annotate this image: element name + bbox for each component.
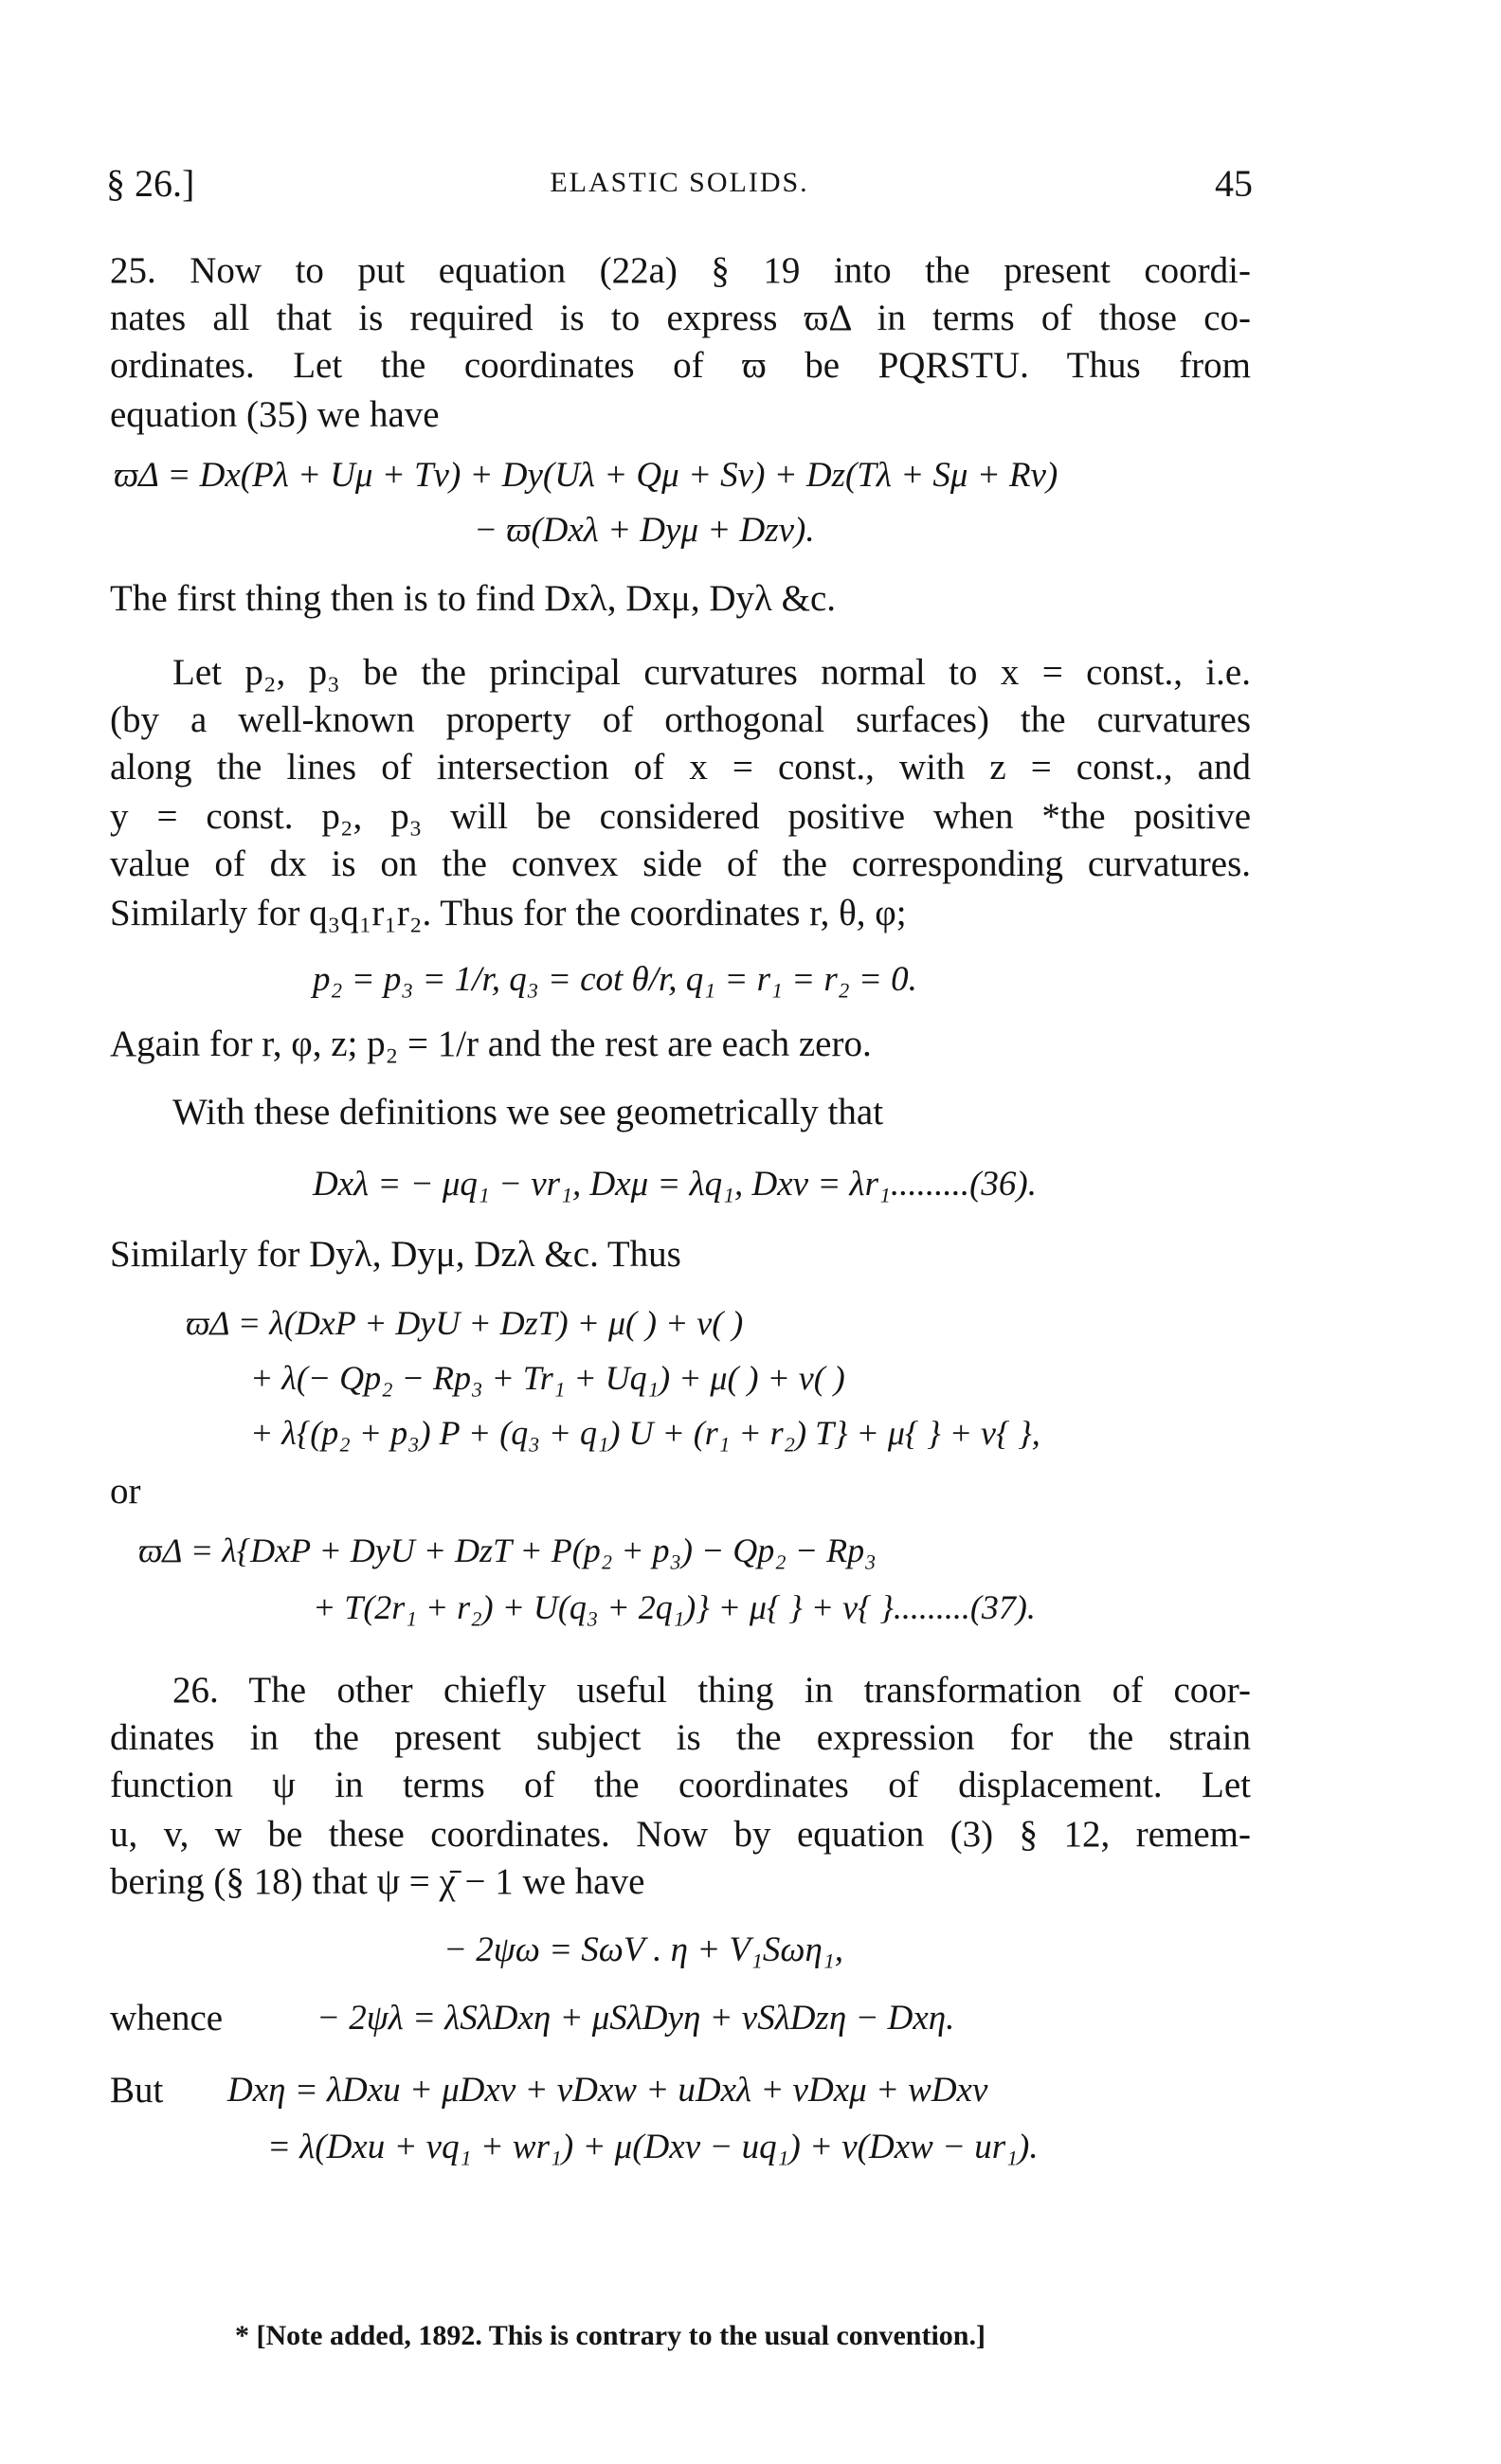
text-line: value of dx is on the convex side of the corresponding curvatures. <box>110 843 1251 884</box>
page-number: 45 <box>1215 162 1253 205</box>
text-line: The first thing then is to find Dxλ, Dxμ, Dyλ &c. <box>110 578 837 619</box>
equation-line: − ϖ(Dxλ + Dyμ + Dzν). <box>474 511 815 550</box>
section-reference: § 26.] <box>106 162 195 205</box>
text-line: Similarly for q₃q₁r₁r₂. Thus for the coordinates r, θ, φ; <box>110 893 907 933</box>
text-line: dinates in the present subject is the expression for the strain <box>110 1717 1251 1758</box>
equation-line: p₂ = p₃ = 1/r, q₃ = cot θ/r, q₁ = r₁ = r₂ = 0. <box>313 960 917 999</box>
equation-line: − 2ψω = SωV . η + V₁Sωη₁, <box>443 1930 843 1969</box>
equation-line: = λ(Dxu + vq₁ + wr₁) + μ(Dxv − uq₁) + ν(Dxw − ur₁). <box>267 2128 1039 2166</box>
text-line: 25. Now to put equation (22a) § 19 into the present coordi- <box>110 250 1251 291</box>
equation-line: ϖΔ = Dx(Pλ + Uμ + Tν) + Dy(Uλ + Qμ + Sν) + Dz(Tλ + Sμ + Rν) <box>114 456 1058 495</box>
text-line: ordinates. Let the coordinates of ϖ be PQRSTU. Thus from <box>110 345 1251 386</box>
text-line: nates all that is required is to express ϖΔ in terms of those co- <box>110 298 1251 338</box>
text-line: (by a well-known property of orthogonal surfaces) the curvatures <box>110 699 1251 740</box>
text-line: With these definitions we see geometrically that <box>172 1092 884 1132</box>
running-header <box>106 161 1253 214</box>
text-line: But <box>110 2070 164 2111</box>
text-line: or <box>110 1471 141 1512</box>
text-line: Let p₂, p₃ be the principal curvatures normal to x = const., i.e. <box>172 652 1251 693</box>
text-line: whence <box>110 1998 224 2038</box>
equation-line: ϖΔ = λ{DxP + DyU + DzT + P(p₂ + p₃) − Qp₂ − Rp₃ <box>138 1531 877 1569</box>
text-line: y = const. p₂, p₃ will be considered positive when *the positive <box>110 796 1251 837</box>
text-line: equation (35) we have <box>110 394 440 435</box>
text-line: Similarly for Dyλ, Dyμ, Dzλ &c. Thus <box>110 1234 681 1275</box>
equation-line: − 2ψλ = λSλDxη + μSλDyη + νSλDzη − Dxη. <box>316 1999 955 2038</box>
equation-line: + T(2r₁ + r₂) + U(q₃ + 2q₁)} + μ{ } + ν{ }.........(37). <box>313 1588 1036 1626</box>
text-line: 26. The other chiefly useful thing in transformation of coor- <box>172 1670 1251 1711</box>
text-line: Again for r, φ, z; p₂ = 1/r and the rest are each zero. <box>110 1024 872 1064</box>
text-line: function ψ in terms of the coordinates of displacement. Let <box>110 1765 1251 1805</box>
equation-line: ϖΔ = λ(DxP + DyU + DzT) + μ( ) + ν( ) <box>186 1304 744 1342</box>
equation-line: + λ(− Qp₂ − Rp₃ + Tr₁ + Uq₁) + μ( ) + ν( ) <box>250 1359 845 1397</box>
text-line: u, v, w be these coordinates. Now by equation (3) § 12, remem- <box>110 1814 1251 1855</box>
text-line: along the lines of intersection of x = const., with z = const., and <box>110 747 1251 788</box>
running-title: ELASTIC SOLIDS. <box>550 167 809 198</box>
equation-line: + λ{(p₂ + p₃) P + (q₃ + q₁) U + (r₁ + r₂) T} + μ{ } + ν{ }, <box>250 1414 1040 1452</box>
text-line: bering (§ 18) that ψ = χ̄ − 1 we have <box>110 1861 645 1902</box>
footnote: * [Note added, 1892. This is contrary to the usual convention.] <box>235 2320 986 2351</box>
equation-line: Dxλ = − μq₁ − νr₁, Dxμ = λq₁, Dxν = λr₁.........(36). <box>313 1165 1037 1204</box>
equation-line: Dxη = λDxu + μDxv + νDxw + uDxλ + vDxμ + wDxν <box>227 2071 988 2110</box>
